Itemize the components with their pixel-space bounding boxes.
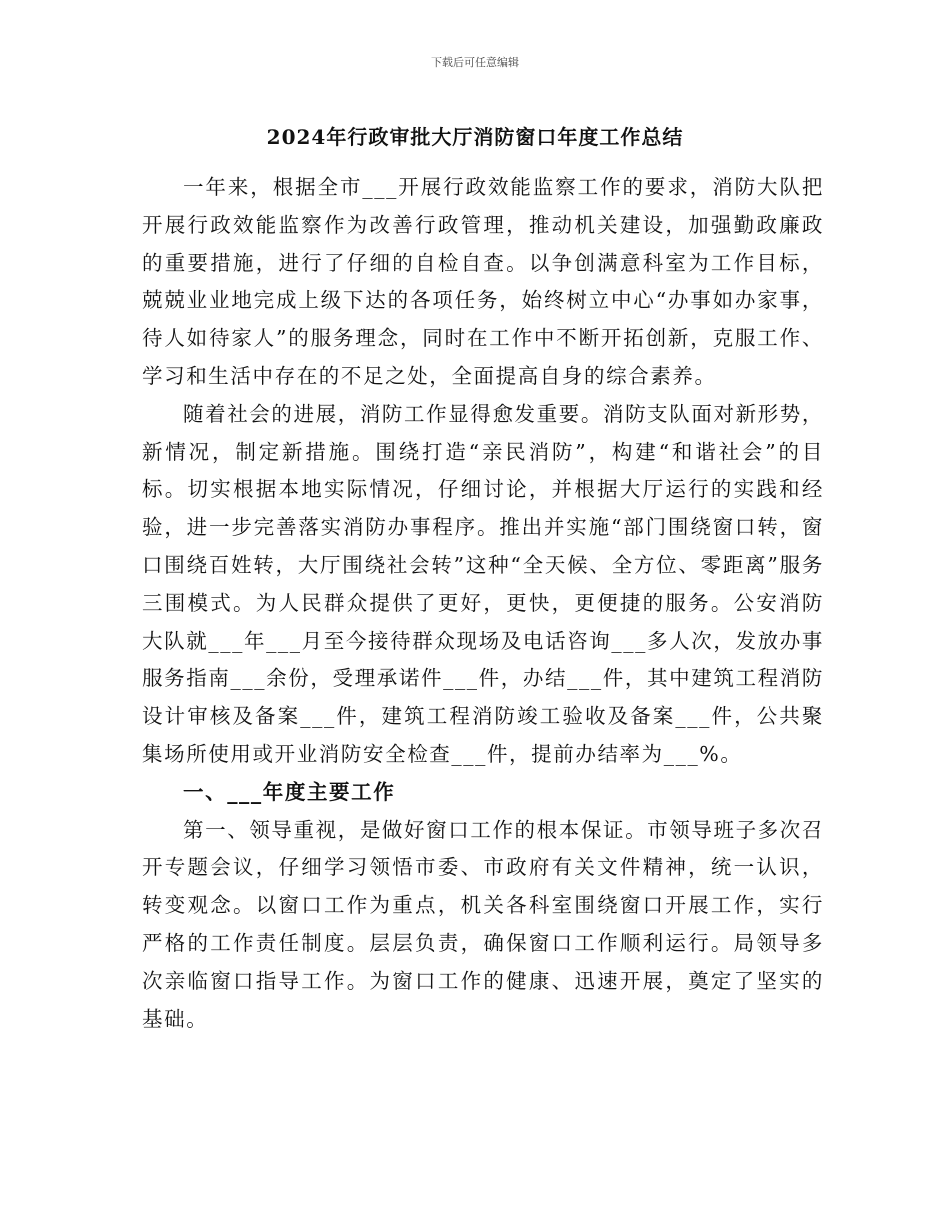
document-title: 2024年行政审批大厅消防窗口年度工作总结 xyxy=(266,125,684,149)
document-body xyxy=(142,169,824,1038)
paragraph-intro: 一年来，根据全市___开展行政效能监察工作的要求，消防大队把开展行政效能监察作为改善行政管理，推动机关建设，加强勤政廉政的重要措施，进行了仔细的自检自查。以争创满意科室为工作目标，兢兢业业地完成上级下达的各项任务，始终树立中心“办事如办家事，待人如待家人”的服务理念，同时在工作中不断开拓创新，克服工作、学习和生活中存在的不足之处，全面提高自身的综合素养。 xyxy=(142,175,824,388)
header-note: 下载后可任意编辑 xyxy=(431,56,519,69)
paragraph-progress: 随着社会的进展，消防工作显得愈发重要。消防支队面对新形势，新情况，制定新措施。围绕打造“亲民消防”，构建“和谐社会”的目标。切实根据本地实际情况，仔细讨论，并根据大厅运行的实践和经验，进一步完善落实消防办事程序。推出并实施“部门围绕窗口转，窗口围绕百姓转，大厅围绕社会转”这种“全天候、全方位、零距离”服务三围模式。为人民群众提供了更好，更快，更便捷的服务。公安消防大队就___年___月至今接待群众现场及电话咨询___多人次，发放办事服务指南___余份，受理承诺件___件，办结___件，其中建筑工程消防设计审核及备案___件，建筑工程消防竣工验收及备案___件，公共聚集场所使用或开业消防安全检查___件，提前办结率为___%。 xyxy=(142,401,824,766)
section-heading: 一、___年度主要工作 xyxy=(183,779,396,804)
paragraph-leadership: 第一、领导重视，是做好窗口工作的根本保证。市领导班子多次召开专题会议，仔细学习领悟市委、市政府有关文件精神，统一认识，转变观念。以窗口工作为重点，机关各科室围绕窗口开展工作，实行严格的工作责任制度。层层负责，确保窗口工作顺利运行。局领导多次亲临窗口指导工作。为窗口工作的健康、迅速开展，奠定了坚实的基础。 xyxy=(142,817,824,1031)
